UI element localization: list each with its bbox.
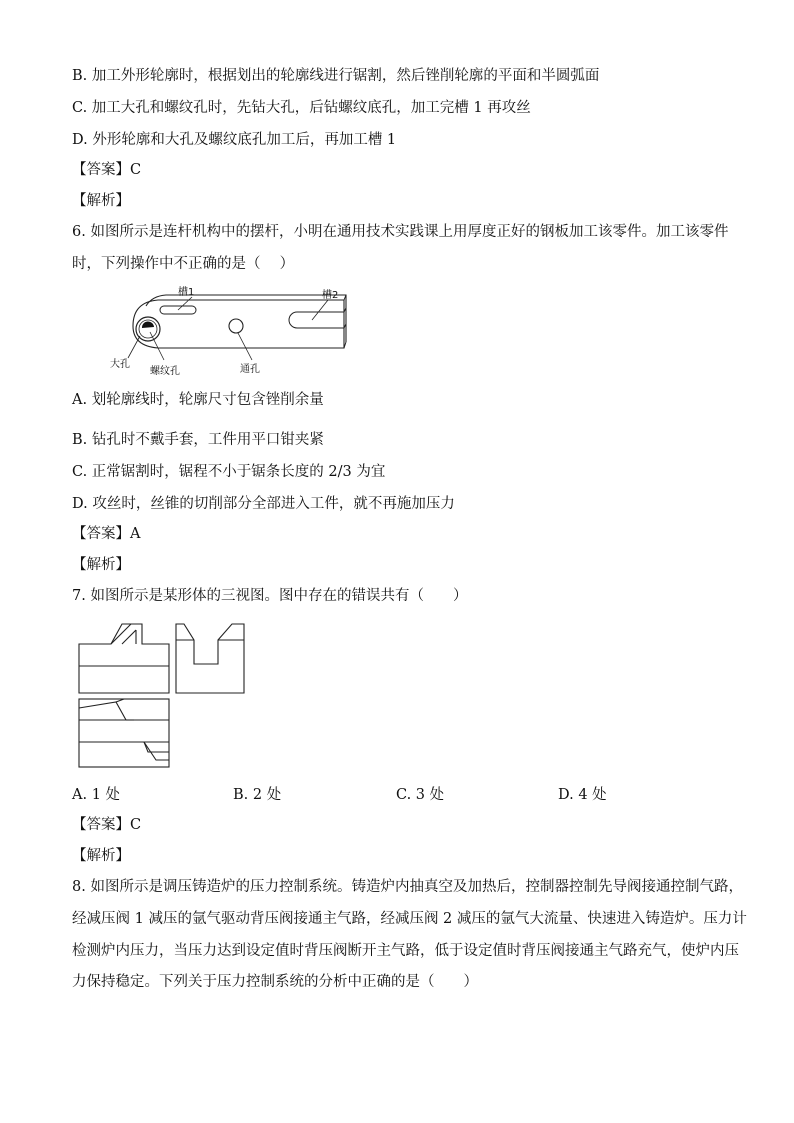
label-slot-2: 槽2 [322,290,339,301]
rod-top-face [146,295,346,342]
q7-answer: 【答案】C [72,817,142,833]
label-through-hole: 通孔 [240,364,260,375]
through-hole [229,319,243,333]
q7-stem: 7. 如图所示是某形体的三视图。图中存在的错误共有（ ） [72,588,468,604]
q8-stem-line3: 检测炉内压力，当压力达到设定值时背压阀断开主气路，低于设定值时背压阀接通主气路充气，使炉内压 [72,943,739,959]
side-view [176,624,244,693]
q8-stem-line2: 经减压阀 1 减压的氩气驱动背压阀接通主气路，经减压阀 2 减压的氩气大流量、快速进入铸造炉。压力计 [72,911,747,927]
q7-analysis: 【解析】 [72,848,130,864]
q5-option-b: B. 加工外形轮廓时，根据划出的轮廓线进行锯割，然后锉削轮廓的平面和半圆弧面 [72,68,600,84]
q7-option-c: C. 3 处 [396,787,445,803]
label-big-hole: 大孔 [110,359,130,370]
q6-answer: 【答案】A [72,526,141,542]
front-view [79,624,169,693]
q6-option-c: C. 正常锯割时，锯程不小于锯条长度的 2/3 为宜 [72,464,386,480]
q5-option-d: D. 外形轮廓和大孔及螺纹底孔加工后，再加工槽 1 [72,132,397,148]
q8-stem-line1: 8. 如图所示是调压铸造炉的压力控制系统。铸造炉内抽真空及加热后，控制器控制先导阀接通控制气路， [72,879,743,895]
three-view-drawing [76,620,256,772]
q8-stem-line4: 力保持稳定。下列关于压力控制系统的分析中正确的是（ ） [72,974,478,990]
top-view [79,699,169,767]
q6-stem-line2: 时，下列操作中不正确的是（ ） [72,256,295,272]
q5-analysis: 【解析】 [72,193,130,209]
q6-stem-line1: 6. 如图所示是连杆机构中的摆杆，小明在通用技术实践课上用厚度正好的钢板加工该零件。加工该零件 [72,224,729,240]
label-thread-hole: 螺纹孔 [150,366,180,377]
q7-option-d: D. 4 处 [558,787,607,803]
label-slot-1: 槽1 [178,287,195,298]
q7-option-a: A. 1 处 [72,787,121,803]
rod-outline [133,300,344,348]
q5-answer: 【答案】C [72,162,142,178]
q6-option-d: D. 攻丝时，丝锥的切削部分全部进入工件，就不再施加压力 [72,496,455,512]
q5-option-c: C. 加工大孔和螺纹孔时，先钻大孔，后钻螺纹底孔，加工完槽 1 再攻丝 [72,100,531,116]
q6-option-b: B. 钻孔时不戴手套，工件用平口钳夹紧 [72,432,324,448]
q7-option-b: B. 2 处 [233,787,282,803]
q6-option-a: A. 划轮廓线时，轮廓尺寸包含锉削余量 [72,392,324,408]
q6-analysis: 【解析】 [72,557,130,573]
swing-rod-figure [100,284,360,384]
thread-hole [142,321,154,328]
